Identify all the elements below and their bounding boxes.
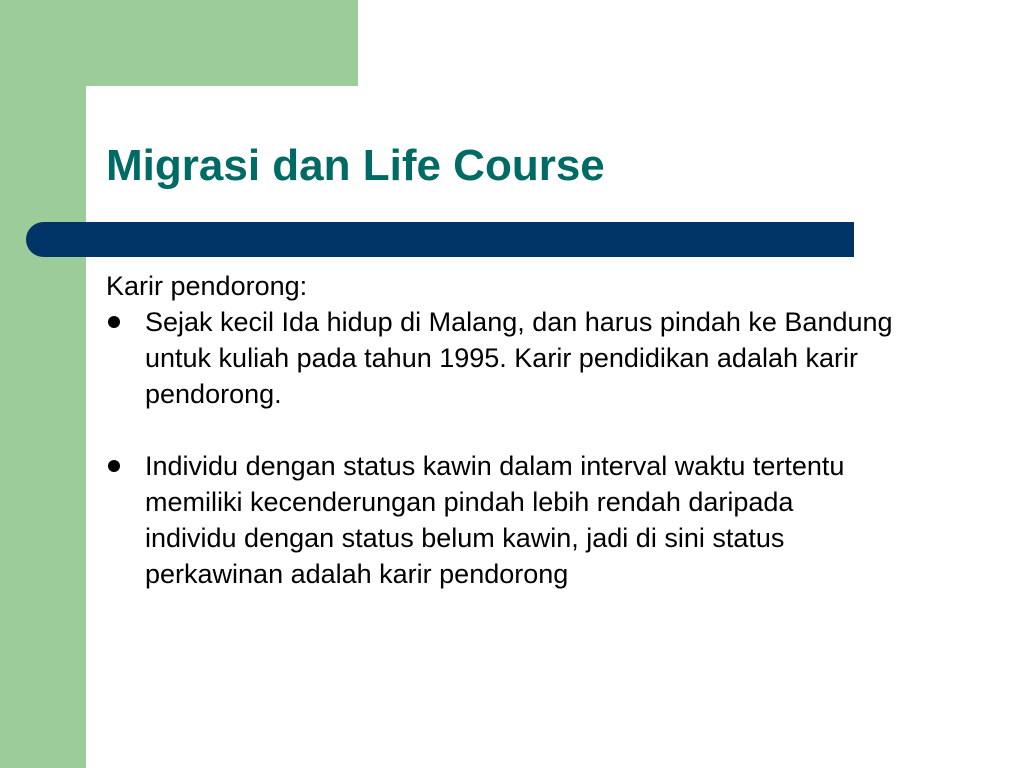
- bullet-item: [106, 448, 875, 592]
- bullet-text: Individu dengan status kawin dalam interval waktu tertentu memiliki kecenderungan pindah lebih rendah daripada individu dengan status belum kawin, jadi di sini status perkawinan adalah karir pendorong: [145, 451, 845, 589]
- left-green-band: [0, 0, 86, 768]
- bullet-dot-icon: [108, 460, 120, 472]
- top-green-block: [0, 0, 358, 86]
- bullet-text: Sejak kecil Ida hidup di Malang, dan harus pindah ke Bandung untuk kuliah pada tahun 1995. Karir pendidikan adalah karir pendorong.: [145, 307, 893, 409]
- bullet-item: [106, 304, 945, 412]
- bullet-dot-icon: [108, 316, 120, 328]
- intro-text: Karir pendorong:: [106, 271, 308, 301]
- title-divider-bar: [26, 222, 854, 257]
- bullet-list: [106, 304, 966, 592]
- slide-title: Migrasi dan Life Course: [106, 141, 605, 190]
- slide-body: [106, 268, 966, 592]
